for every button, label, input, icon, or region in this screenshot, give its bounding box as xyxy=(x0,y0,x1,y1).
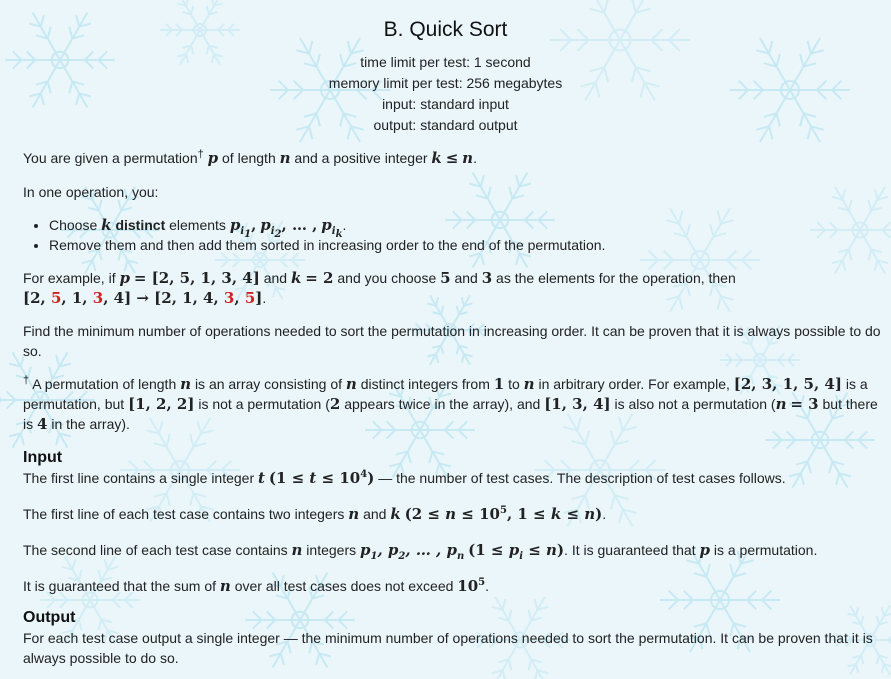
problem-title: B. Quick Sort xyxy=(383,18,508,41)
output-text: For each test case output a single integer — the minimum number of operations needed to sort the permutation. It can be proven that it is always possible to do so. xyxy=(23,630,873,666)
footnote: † A permutation of length n is an array consisting of n distinct integers from 1 to n in arbitrary order. For example, [2, 3, 1, 5, 4] is a permutation, but [1, 2, 2] is not a permutation (2 appears twice in the array), and [1, 3, 4] is also not a permutation (n = 3 but there is 4 in the array). xyxy=(23,374,878,433)
operation-list xyxy=(23,215,883,255)
output-heading: Output xyxy=(23,609,76,626)
statement-intro: You are given a permutation† p of length n and a positive integer k ≤ n. xyxy=(23,148,477,167)
problem-statement xyxy=(23,148,883,668)
example-paragraph: For example, if p = [2, 5, 1, 3, 4] and k = 2 and you choose 5 and 3 as the elements for the operation, then [2, 5, 1, 3, 4] → [2, 1, 4, 3, 5]. xyxy=(23,269,736,307)
input-line-3: The second line of each test case contains n integers $p_1$, $p_2$, … , $p_n$ $(1 \le p_i \le n)$. It is guaranteed that p is a permutation. xyxy=(23,541,818,562)
time-limit: time limit per test: 1 second xyxy=(360,54,531,70)
problem-header xyxy=(0,0,891,136)
operation-intro: In one operation, you: xyxy=(23,184,159,200)
list-item: • Remove them and then add them sorted in increasing order to the end of the permutation. xyxy=(49,235,883,255)
output-spec: output: standard output xyxy=(373,117,518,133)
input-line-1: The first line contains a single integer t $(1 \le t \le 10^4)$ — the number of test cases. The description of test cases follows. xyxy=(23,469,786,487)
memory-limit: memory limit per test: 256 megabytes xyxy=(328,75,563,91)
find-min-paragraph: Find the minimum number of operations needed to sort the permutation in increasing order. It can be proven that it is always possible to do so. xyxy=(23,323,881,359)
input-line-4: It is guaranteed that the sum of n over all test cases does not exceed $10^5$. xyxy=(23,577,490,595)
input-line-2: The first line of each test case contains two integers n and k ($2 \le n \le 10^5$, 1 ≤ k ≤ n). xyxy=(23,505,607,523)
list-item: • Choose k distinct elements $p_{i_1}$, $p_{i_2}$, … , $p_{i_k}$. xyxy=(49,215,883,235)
input-heading: Input xyxy=(23,449,63,466)
input-spec: input: standard input xyxy=(382,96,509,112)
